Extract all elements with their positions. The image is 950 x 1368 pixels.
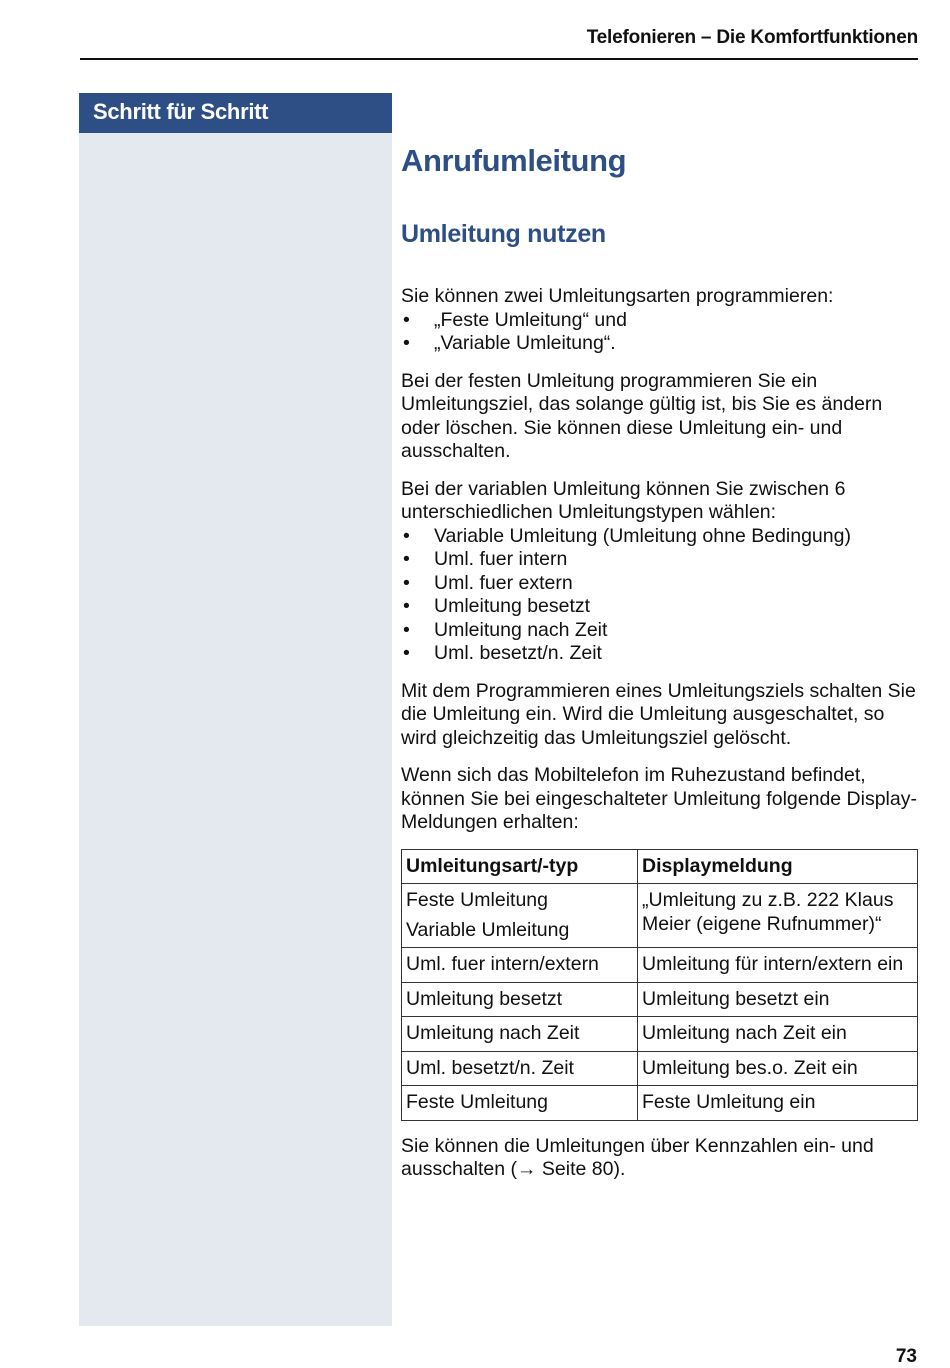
table-cell: Umleitung bes.o. Zeit ein <box>638 1051 918 1086</box>
list-item: • Variable Umleitung (Umleitung ohne Bedingung) <box>401 525 918 549</box>
table-cell: Feste Umleitung ein <box>638 1086 918 1121</box>
table-cell: Umleitung besetzt <box>402 982 638 1017</box>
display-paragraph: Wenn sich das Mobiltelefon im Ruhezustand befindet, können Sie bei eingeschalteter Umleitung folgende Display-Meldungen erhalten: <box>401 764 917 833</box>
table-cell: Umleitung für intern/extern ein <box>638 948 918 983</box>
footer-paragraph: Sie können die Umleitungen über Kennzahlen ein- und ausschalten (→ Seite 80). <box>401 1134 874 1180</box>
table-cell: Feste Umleitung <box>402 1086 638 1121</box>
table-cell: Uml. besetzt/n. Zeit <box>402 1051 638 1086</box>
table-cell: Umleitung besetzt ein <box>638 982 918 1017</box>
list-item: • Umleitung nach Zeit <box>401 619 918 643</box>
list-item: • „Variable Umleitung“. <box>401 332 918 356</box>
programming-paragraph: Mit dem Programmieren eines Umleitungsziels schalten Sie die Umleitung ein. Wird die Umleitung ausgeschaltet, so wird gleichzeitig das Umleitungsziel gelöscht. <box>401 679 916 749</box>
header-rule <box>80 58 918 60</box>
list-item: • Uml. besetzt/n. Zeit <box>401 642 918 666</box>
table-row <box>402 1051 918 1086</box>
intro-list <box>401 309 918 356</box>
page-title: Anrufumleitung <box>401 143 627 178</box>
table-cell-text: Feste Umleitung <box>406 889 548 911</box>
table-row <box>402 948 918 983</box>
section-title: Umleitung nutzen <box>401 220 606 248</box>
list-item: • Umleitung besetzt <box>401 595 918 619</box>
running-header: Telefonieren – Die Komfortfunktionen <box>586 27 918 48</box>
table-cell <box>402 884 638 948</box>
table-cell: Umleitung nach Zeit <box>402 1017 638 1052</box>
table-row <box>402 1086 918 1121</box>
list-item: • Uml. fuer extern <box>401 572 918 596</box>
table-row <box>402 884 918 948</box>
sidebar-heading: Schritt für Schritt <box>79 93 392 133</box>
table-header-cell: Displaymeldung <box>638 849 918 884</box>
page-number: 73 <box>895 1346 917 1367</box>
table-cell: Umleitung nach Zeit ein <box>638 1017 918 1052</box>
intro-paragraph: Sie können zwei Umleitungsarten programmieren: <box>401 285 834 307</box>
table-header-row <box>402 849 918 884</box>
table-header-cell: Umleitungsart/-typ <box>402 849 638 884</box>
fixed-forwarding-paragraph: Bei der festen Umleitung programmieren Sie ein Umleitungsziel, das solange gültig ist, bis Sie es ändern oder löschen. Sie können diese Umleitung ein- und ausschalten. <box>401 369 883 462</box>
table-cell-text: Variable Umleitung <box>406 918 570 941</box>
sidebar <box>79 93 392 1326</box>
display-messages-table <box>401 849 918 1121</box>
table-cell: „Umleitung zu z.B. 222 Klaus Meier (eigene Rufnummer)“ <box>638 884 918 948</box>
table-row <box>402 1017 918 1052</box>
variable-types-list <box>401 525 918 666</box>
list-item: • Uml. fuer intern <box>401 548 918 572</box>
table-cell: Uml. fuer intern/extern <box>402 948 638 983</box>
table-row <box>402 982 918 1017</box>
list-item: • „Feste Umleitung“ und <box>401 309 918 333</box>
variable-forwarding-paragraph: Bei der variablen Umleitung können Sie zwischen 6 unterschiedlichen Umleitungstypen wählen: <box>401 477 846 523</box>
body-text <box>401 285 918 1196</box>
